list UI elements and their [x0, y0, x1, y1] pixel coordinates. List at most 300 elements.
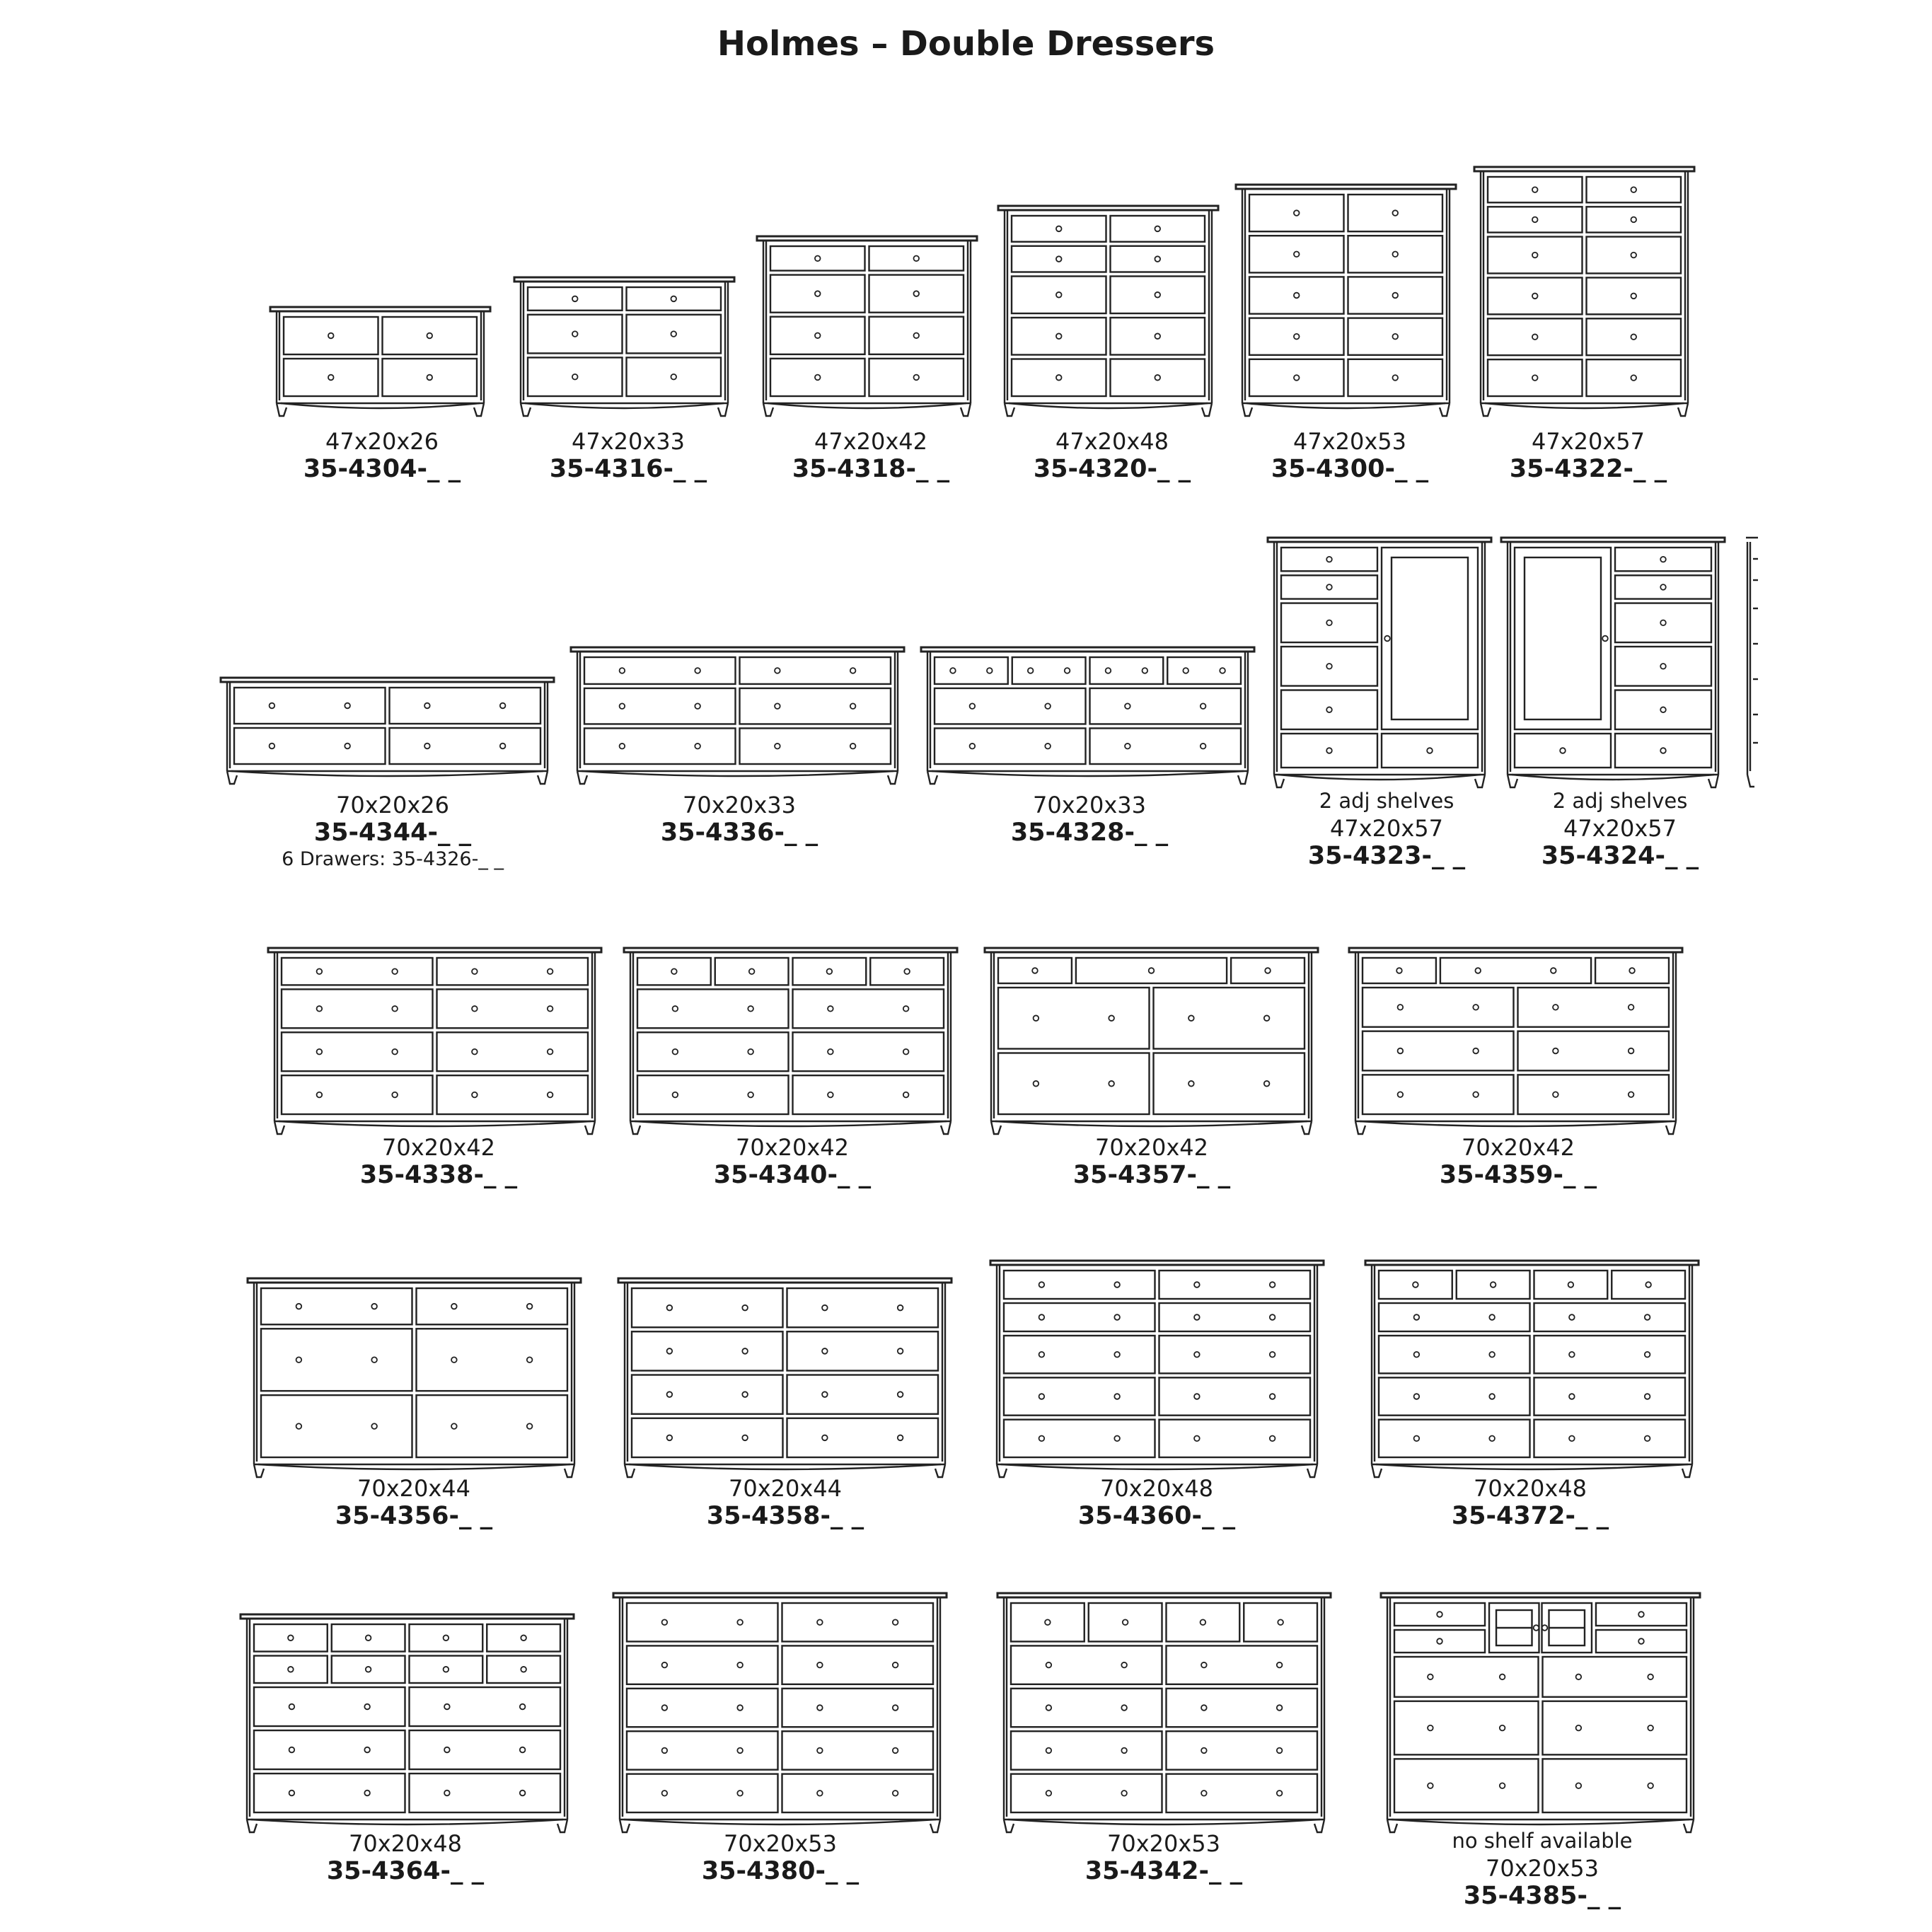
- dresser-drawing: [248, 1278, 581, 1477]
- drawer-knob: [737, 1619, 743, 1625]
- item-code: 35-4364-_ _: [326, 1857, 485, 1885]
- drawer-knob: [1039, 1352, 1045, 1358]
- drawer-knob: [1631, 253, 1636, 258]
- drawer-front: [282, 989, 433, 1028]
- drawer-front: [935, 728, 1086, 764]
- drawer-knob: [1553, 1048, 1558, 1054]
- dresser-drawing: [1381, 1593, 1700, 1832]
- drawer-knob: [913, 255, 919, 261]
- drawer-knob: [1034, 1081, 1039, 1087]
- drawer-knob: [1121, 1705, 1127, 1711]
- dresser-drawing: [514, 277, 734, 416]
- drawer-knob: [366, 1667, 371, 1672]
- drawer-knob: [1114, 1314, 1120, 1320]
- drawer-knob: [424, 703, 430, 709]
- leg: [474, 403, 484, 416]
- item-caption: [948, 794, 1231, 845]
- drawer-front: [782, 1603, 934, 1641]
- drawer-knob: [898, 1348, 903, 1354]
- item-dimensions: 47x20x57: [1329, 815, 1444, 842]
- drawer-knob: [1414, 1314, 1420, 1320]
- leg: [1355, 1121, 1365, 1134]
- drawer-knob: [289, 1791, 295, 1796]
- drawer-knob: [1638, 1638, 1644, 1644]
- drawer-knob: [1039, 1436, 1045, 1442]
- drawer-knob: [444, 1635, 449, 1641]
- drawer-knob: [392, 1092, 398, 1098]
- dresser-drawing: [998, 206, 1218, 416]
- drawer-knob: [737, 1662, 743, 1668]
- drawer-knob: [898, 1435, 903, 1441]
- drawer-knob: [345, 744, 350, 749]
- dresser-top: [1236, 185, 1456, 189]
- drawer-front: [1159, 1420, 1311, 1457]
- leg: [1475, 775, 1485, 787]
- drawer-knob: [1660, 664, 1666, 669]
- dresser-top: [1501, 538, 1725, 542]
- drawer-knob: [1553, 1092, 1558, 1097]
- drawer-knob: [1155, 292, 1160, 298]
- drawer-front: [1379, 1377, 1530, 1415]
- drawer-knob: [1392, 252, 1398, 258]
- drawer-front: [627, 1603, 778, 1641]
- drawer-knob: [1631, 334, 1636, 340]
- drawer-front: [410, 1730, 561, 1769]
- drawer-front: [1518, 1031, 1670, 1071]
- drawer-front: [1534, 1303, 1686, 1331]
- drawer-knob: [828, 1049, 833, 1055]
- item-code: 35-4357-_ _: [1072, 1161, 1231, 1189]
- drawer-knob: [620, 703, 625, 709]
- dresser-top: [514, 277, 734, 282]
- drawer-knob: [822, 1435, 828, 1441]
- drawer-front: [417, 1288, 568, 1324]
- drawer-knob: [1414, 1436, 1420, 1442]
- item-code: 35-4336-_ _: [660, 819, 819, 847]
- drawer-front: [1379, 1336, 1530, 1373]
- drawer-knob: [1629, 1092, 1634, 1097]
- drawer-front: [254, 1774, 405, 1812]
- item-caption: [264, 1832, 547, 1884]
- leg: [585, 1121, 595, 1134]
- drawer-knob: [737, 1791, 743, 1796]
- item-dimensions: 47x20x42: [814, 428, 928, 455]
- item-code: 35-4340-_ _: [713, 1161, 872, 1189]
- drawer-knob: [451, 1304, 457, 1309]
- drawer-knob: [1155, 375, 1160, 381]
- drawer-knob: [572, 331, 578, 337]
- item-dimensions: 70x20x48: [348, 1830, 463, 1857]
- drawer-knob: [1553, 1005, 1558, 1010]
- item-dimensions: 70x20x42: [1461, 1134, 1575, 1161]
- dresser-drawing: [1501, 538, 1725, 787]
- drawer-knob: [572, 374, 578, 380]
- drawer-knob: [1489, 1394, 1495, 1399]
- drawer-knob: [1270, 1394, 1276, 1399]
- drawer-front: [1534, 1336, 1686, 1373]
- drawer-knob: [1326, 584, 1332, 590]
- drawer-knob: [1638, 1612, 1644, 1617]
- dresser-top: [1268, 538, 1491, 542]
- dresser-top: [618, 1278, 951, 1283]
- drawer-knob: [1277, 1705, 1283, 1711]
- drawer-front: [782, 1731, 934, 1769]
- drawer-knob: [296, 1304, 302, 1309]
- drawer-knob: [1532, 187, 1538, 192]
- drawer-knob: [472, 968, 478, 974]
- leg: [991, 1121, 1001, 1134]
- drawer-front: [282, 958, 433, 985]
- drawer-front: [1543, 1759, 1687, 1812]
- item-dimensions: 47x20x57: [1563, 815, 1677, 842]
- drawer-knob: [1045, 703, 1051, 709]
- drawer-knob: [1149, 968, 1155, 973]
- drawer-knob: [424, 744, 430, 749]
- drawer-knob: [1046, 1705, 1052, 1711]
- item-code: 35-4356-_ _: [335, 1502, 493, 1530]
- drawer-knob: [1039, 1314, 1045, 1320]
- drawer-front: [998, 1053, 1150, 1115]
- drawer-knob: [775, 703, 780, 709]
- drawer-front: [787, 1288, 939, 1327]
- drawer-knob: [1114, 1394, 1120, 1399]
- drawer-knob: [1392, 293, 1398, 299]
- dresser-top: [270, 307, 490, 311]
- item-note: no shelf available: [1452, 1829, 1633, 1853]
- drawer-front: [1011, 1689, 1162, 1727]
- drawer-front: [254, 1730, 405, 1769]
- drawer-knob: [667, 1435, 673, 1441]
- drawer-knob: [392, 1049, 398, 1055]
- drawer-knob: [1114, 1352, 1120, 1358]
- item-dimensions: 70x20x48: [1099, 1475, 1214, 1502]
- drawer-knob: [893, 1748, 898, 1754]
- drawer-front: [584, 688, 736, 724]
- drawer-knob: [742, 1348, 748, 1354]
- drawer-knob: [903, 1092, 909, 1098]
- drawer-knob: [1532, 253, 1538, 258]
- drawer-knob: [1428, 1783, 1433, 1788]
- leg: [1747, 775, 1754, 787]
- leg: [930, 1820, 940, 1832]
- drawer-knob: [1326, 707, 1332, 712]
- drawer-knob: [1384, 636, 1390, 642]
- dresser-drawing: [985, 948, 1318, 1134]
- drawer-knob: [1568, 1282, 1574, 1288]
- item-caption: [651, 1136, 934, 1188]
- drawer-knob: [620, 744, 625, 749]
- dresser-top: [990, 1261, 1324, 1265]
- drawer-front: [787, 1331, 939, 1370]
- drawer-knob: [270, 744, 275, 749]
- drawer-knob: [1265, 968, 1271, 973]
- drawer-knob: [1034, 1015, 1039, 1021]
- drawer-knob: [1188, 1081, 1194, 1087]
- drawer-knob: [1437, 1638, 1442, 1644]
- drawer-knob: [1398, 1092, 1404, 1097]
- drawer-front: [793, 1032, 944, 1071]
- drawer-knob: [1629, 968, 1635, 973]
- drawer-knob: [1660, 707, 1666, 712]
- item-code: 35-4385-_ _: [1463, 1882, 1621, 1910]
- drawer-knob: [695, 703, 700, 709]
- dresser-drawing: [1365, 1261, 1699, 1477]
- dresser-top: [624, 948, 957, 952]
- drawer-knob: [1532, 217, 1538, 223]
- drawer-knob: [1660, 557, 1666, 562]
- drawer-knob: [1645, 1394, 1650, 1399]
- drawer-knob: [827, 968, 833, 974]
- drawer-knob: [815, 375, 821, 381]
- leg: [557, 1820, 567, 1832]
- drawer-knob: [1326, 557, 1332, 562]
- item-caption: [1479, 430, 1698, 482]
- dresser-drawing-cropped: [1746, 538, 1758, 787]
- drawer-knob: [1109, 1081, 1114, 1087]
- drawer-knob: [1188, 1015, 1194, 1021]
- drawer-knob: [1046, 1662, 1052, 1668]
- drawer-front: [637, 1032, 789, 1071]
- drawer-front: [1167, 1731, 1318, 1769]
- drawer-front: [1543, 1701, 1687, 1755]
- dresser-top: [1349, 948, 1682, 952]
- item-dimensions: 70x20x44: [728, 1475, 843, 1502]
- drawer-front: [1011, 1731, 1162, 1769]
- drawer-knob: [1046, 1791, 1052, 1796]
- drawer-knob: [828, 1092, 833, 1098]
- dresser-top: [1365, 1261, 1699, 1265]
- dresser-drawing: [1349, 948, 1682, 1134]
- drawer-knob: [1396, 968, 1402, 973]
- drawer-knob: [775, 744, 780, 749]
- drawer-knob: [444, 1747, 450, 1753]
- dresser-drawing: [268, 948, 601, 1134]
- item-caption: [1389, 1477, 1672, 1529]
- drawer-front: [1534, 1420, 1686, 1457]
- drawer-knob: [1183, 668, 1188, 673]
- drawer-knob: [1576, 1674, 1582, 1680]
- drawer-knob: [742, 1435, 748, 1441]
- item-code: 35-4318-_ _: [792, 455, 950, 483]
- item-code: 35-4380-_ _: [701, 1857, 860, 1885]
- drawer-knob: [1392, 334, 1398, 340]
- drawer-knob: [1278, 1619, 1283, 1625]
- drawer-knob: [904, 968, 910, 974]
- drawer-knob: [893, 1619, 898, 1625]
- leg: [1372, 1464, 1382, 1477]
- drawer-knob: [317, 1049, 323, 1055]
- item-caption: [761, 430, 981, 482]
- drawer-knob: [1121, 1662, 1127, 1668]
- item-dimensions: 70x20x53: [1106, 1830, 1221, 1857]
- drawer-knob: [1220, 668, 1225, 673]
- drawer-knob: [817, 1619, 823, 1625]
- drawer-front: [417, 1329, 568, 1391]
- drawer-front: [632, 1375, 783, 1414]
- item-code: 35-4316-_ _: [549, 455, 707, 483]
- item-dimensions: 70x20x42: [735, 1134, 850, 1161]
- drawer-front: [1004, 1377, 1155, 1415]
- item-code: 35-4372-_ _: [1451, 1502, 1609, 1530]
- dresser-drawing: [1268, 538, 1491, 787]
- item-code: 35-4324-_ _: [1541, 842, 1699, 870]
- drawer-knob: [1532, 375, 1538, 381]
- leg: [763, 403, 773, 416]
- leg: [1004, 1820, 1014, 1832]
- item-note: 2 adj shelves: [1319, 789, 1454, 813]
- drawer-knob: [850, 703, 856, 709]
- dresser-drawing: [571, 647, 904, 784]
- leg: [577, 771, 587, 784]
- drawer-front: [1379, 1420, 1530, 1457]
- drawer-knob: [970, 744, 976, 749]
- leg: [888, 771, 898, 784]
- drawer-front: [1011, 1645, 1162, 1684]
- drawer-knob: [913, 332, 919, 338]
- leg: [1440, 403, 1450, 416]
- drawer-knob: [1270, 1436, 1276, 1442]
- leg: [625, 1464, 635, 1477]
- drawer-knob: [903, 1006, 909, 1012]
- drawer-knob: [1143, 668, 1148, 673]
- drawer-front: [793, 989, 944, 1028]
- drawer-front: [1090, 688, 1242, 724]
- leg: [565, 1464, 574, 1477]
- drawer-knob: [671, 331, 676, 337]
- drawer-knob: [1569, 1436, 1575, 1442]
- drawer-knob: [1437, 1612, 1442, 1617]
- drawer-knob: [1121, 1748, 1127, 1754]
- item-dimensions: 70x20x26: [335, 792, 450, 819]
- drawer-knob: [1645, 1314, 1650, 1320]
- drawer-knob: [1039, 1394, 1045, 1399]
- item-caption: [1002, 430, 1222, 482]
- drawer-knob: [427, 333, 432, 339]
- drawer-knob: [270, 703, 275, 709]
- drawer-knob: [1326, 748, 1332, 753]
- drawer-knob: [1648, 1674, 1653, 1680]
- drawer-knob: [1648, 1725, 1653, 1731]
- drawer-front: [1379, 1303, 1530, 1331]
- leg: [997, 1464, 1007, 1477]
- item-dimensions: 47x20x48: [1055, 428, 1169, 455]
- drawer-knob: [1645, 1282, 1651, 1288]
- drawer-knob: [822, 1305, 828, 1311]
- drawer-knob: [817, 1748, 823, 1754]
- drawer-knob: [1294, 293, 1300, 299]
- leg: [1678, 403, 1688, 416]
- drawer-front: [1012, 657, 1086, 684]
- drawer-front: [584, 728, 736, 764]
- drawer-front: [632, 1331, 783, 1370]
- drawer-knob: [1270, 1282, 1276, 1288]
- item-note: 2 adj shelves: [1552, 789, 1688, 813]
- drawer-knob: [451, 1357, 457, 1363]
- leg: [941, 1121, 951, 1134]
- item-dimensions: 70x20x44: [357, 1475, 471, 1502]
- drawer-knob: [898, 1305, 903, 1311]
- drawer-knob: [775, 668, 780, 673]
- drawer-knob: [1201, 1705, 1207, 1711]
- drawer-front: [782, 1689, 934, 1727]
- item-caption: [639, 1832, 922, 1884]
- drawer-knob: [548, 1092, 553, 1098]
- drawer-front: [261, 1329, 412, 1391]
- leg: [1202, 403, 1212, 416]
- dresser-top: [268, 948, 601, 952]
- drawer-front: [935, 688, 1086, 724]
- drawer-front: [1167, 1689, 1318, 1727]
- drawer-knob: [815, 291, 821, 296]
- drawer-knob: [1660, 748, 1666, 753]
- drawer-knob: [667, 1348, 673, 1354]
- leg: [247, 1820, 257, 1832]
- drawer-knob: [1155, 333, 1160, 339]
- drawer-front: [637, 989, 789, 1028]
- drawer-knob: [1534, 1625, 1539, 1631]
- drawer-front: [410, 1687, 561, 1726]
- drawer-knob: [737, 1705, 743, 1711]
- drawer-front: [627, 1645, 778, 1684]
- drawer-front: [1167, 1774, 1318, 1812]
- dresser-top: [248, 1278, 581, 1283]
- drawer-knob: [1294, 334, 1300, 340]
- drawer-front: [637, 1075, 789, 1114]
- item-code: 35-4300-_ _: [1271, 455, 1429, 483]
- drawer-knob: [1645, 1436, 1650, 1442]
- drawer-knob: [1500, 1783, 1505, 1788]
- leg: [1005, 403, 1014, 416]
- item-dimensions: 70x20x48: [1473, 1475, 1587, 1502]
- drawer-knob: [427, 375, 432, 381]
- drawer-knob: [1648, 1783, 1653, 1788]
- item-caption: [1401, 1831, 1684, 1909]
- drawer-front: [254, 1687, 405, 1726]
- leg: [1682, 1464, 1692, 1477]
- drawer-knob: [1631, 187, 1636, 192]
- drawer-knob: [1413, 1282, 1418, 1288]
- drawer-knob: [748, 1092, 753, 1098]
- leg: [1387, 1820, 1397, 1832]
- drawer-knob: [371, 1357, 377, 1363]
- drawer-knob: [1194, 1282, 1200, 1288]
- item-code: 35-4344-_ _: [313, 819, 472, 847]
- drawer-knob: [1201, 1619, 1206, 1625]
- drawer-knob: [317, 1006, 323, 1012]
- drawer-knob: [1270, 1352, 1276, 1358]
- drawer-front: [261, 1288, 412, 1324]
- drawer-knob: [364, 1791, 370, 1796]
- drawer-knob: [1201, 703, 1206, 709]
- drawer-front: [1534, 1377, 1686, 1415]
- drawer-knob: [520, 1704, 526, 1710]
- drawer-knob: [328, 375, 334, 381]
- dresser-drawing: [1236, 185, 1456, 416]
- drawer-knob: [695, 668, 700, 673]
- drawer-front: [437, 1032, 589, 1071]
- drawer-front: [627, 1731, 778, 1769]
- drawer-knob: [903, 1049, 909, 1055]
- drawer-knob: [667, 1392, 673, 1397]
- leg: [1274, 775, 1284, 787]
- drawer-knob: [662, 1748, 668, 1754]
- drawer-front: [1394, 1657, 1539, 1697]
- drawer-knob: [822, 1348, 828, 1354]
- drawer-knob: [1056, 256, 1062, 262]
- drawer-knob: [1125, 744, 1130, 749]
- leg: [1242, 403, 1252, 416]
- drawer-knob: [850, 668, 856, 673]
